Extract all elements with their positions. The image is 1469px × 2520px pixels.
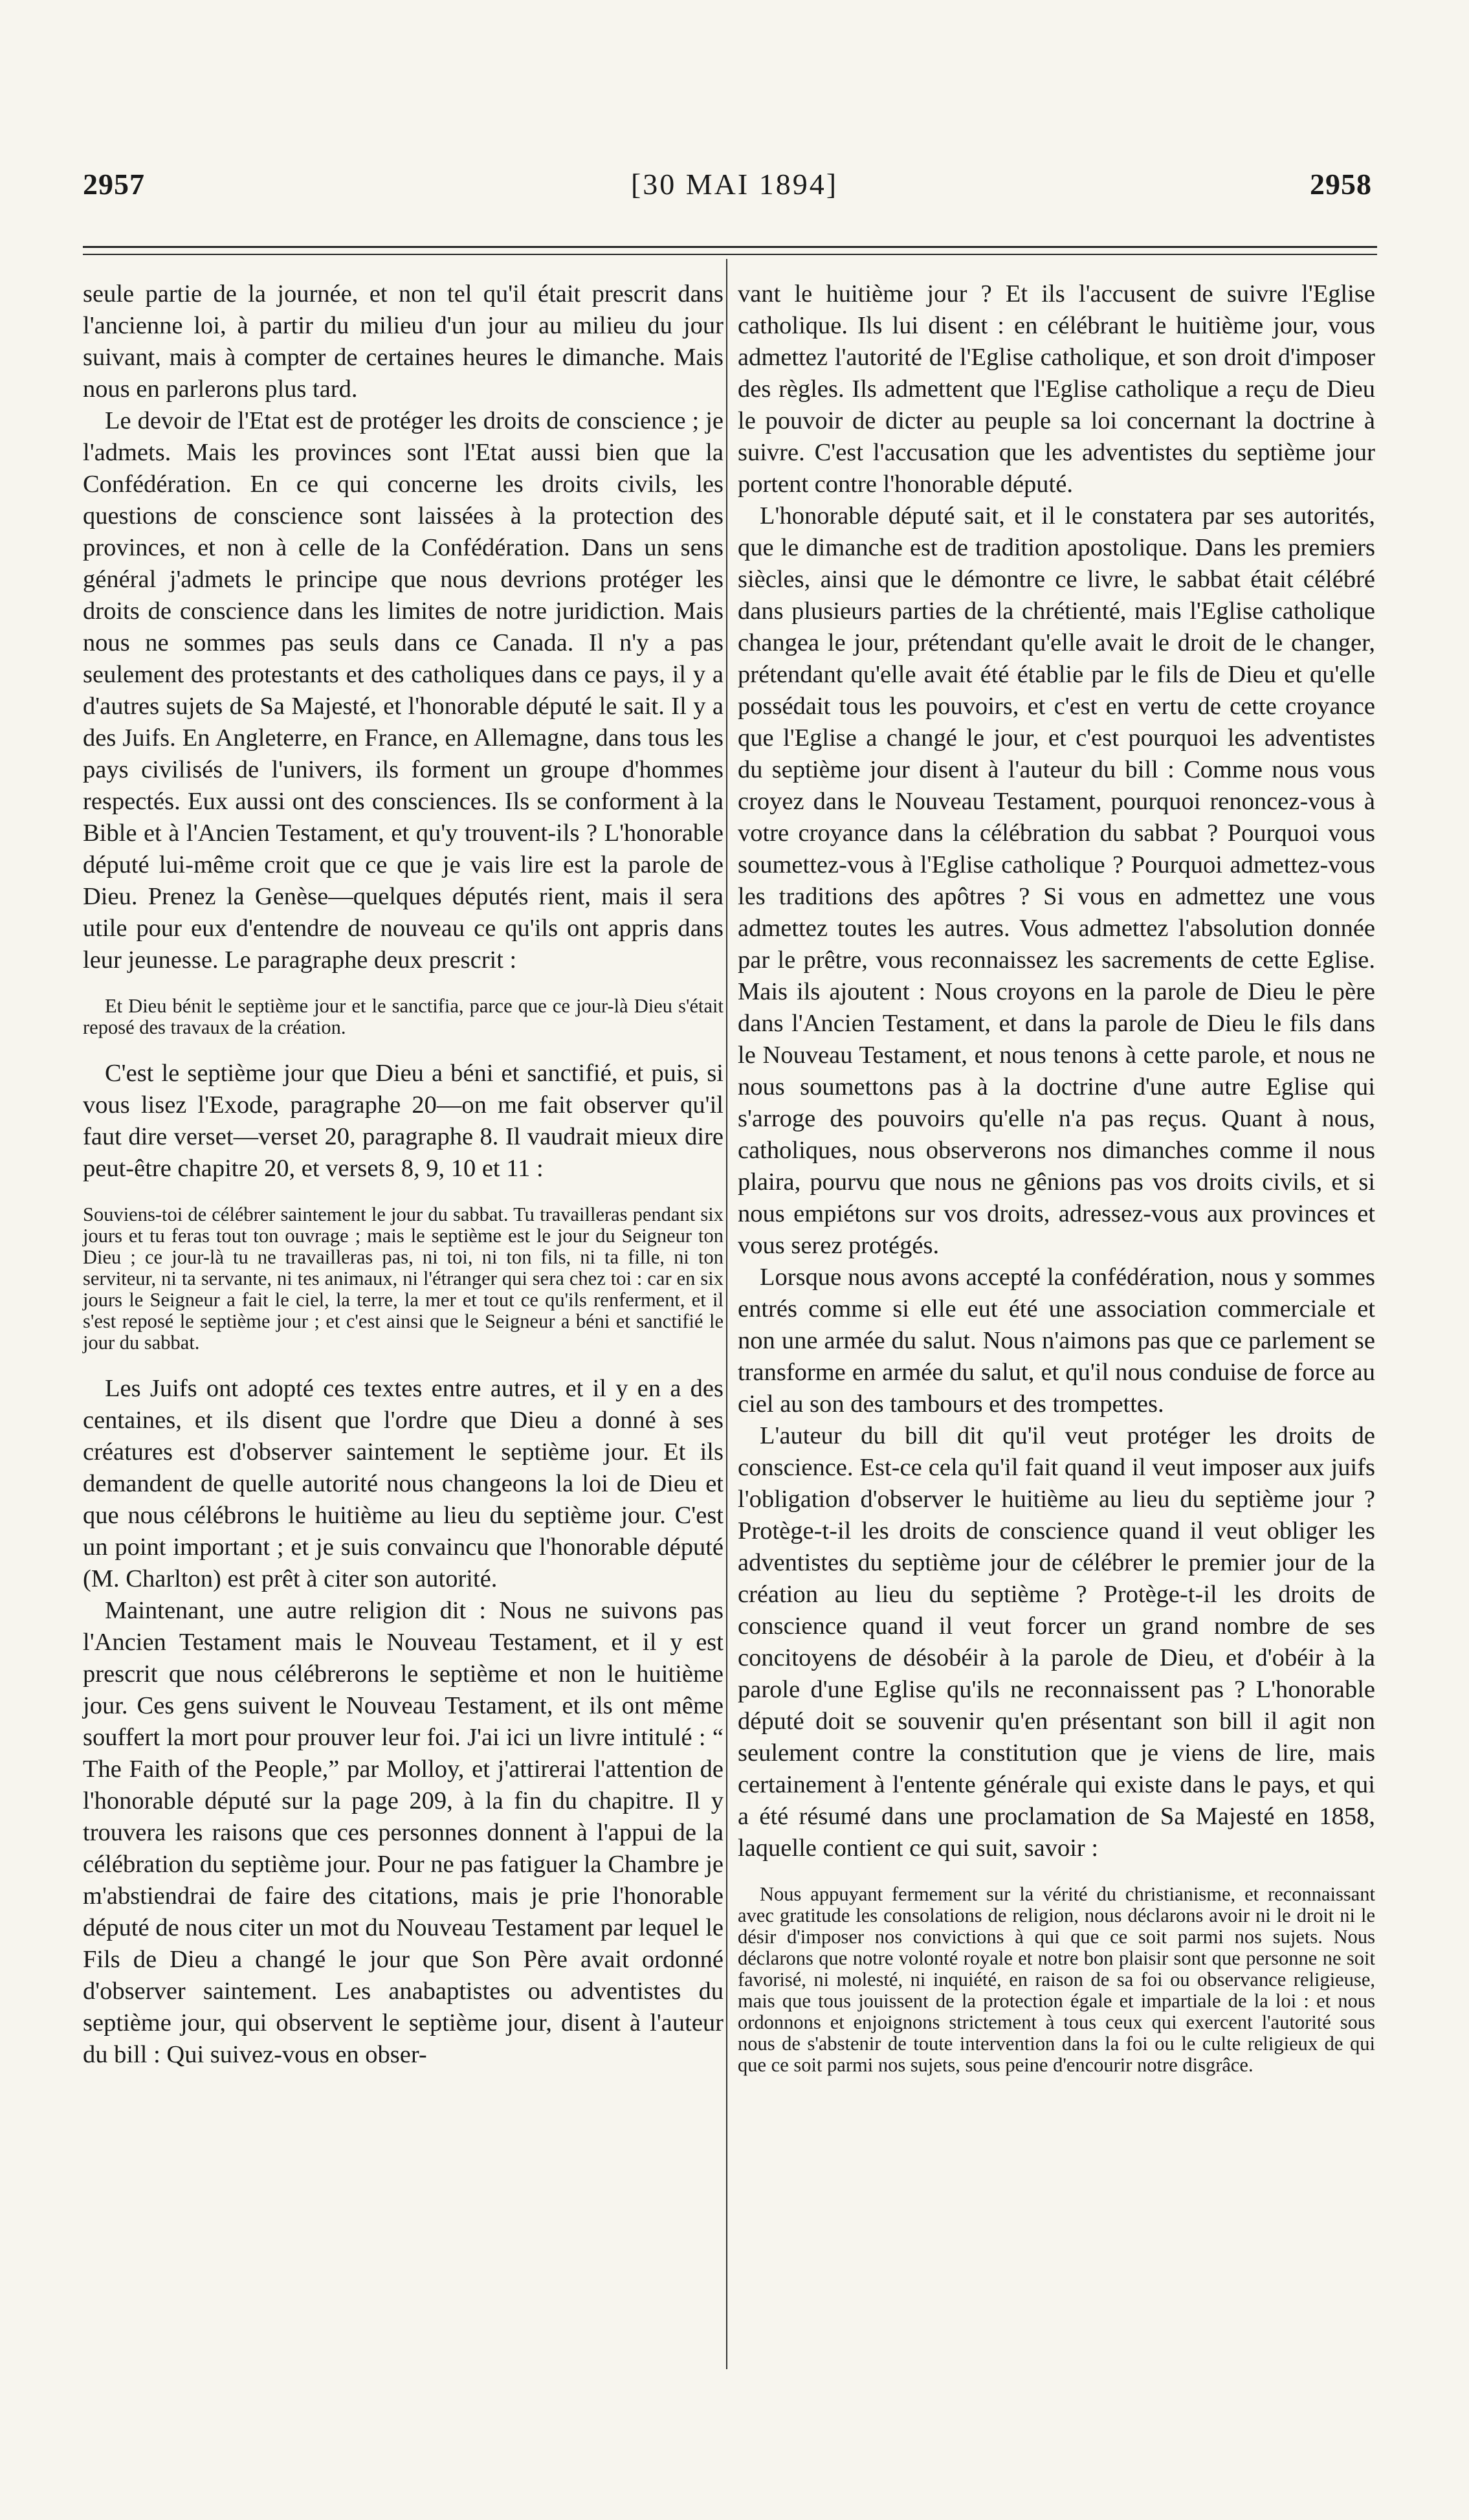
block-quote: Nous appuyant fermement sur la vérité du christianisme, et reconnaissant avec gratitude les consolations de religion, nous déclarons avoir ni le droit ni le désir d'imposer nos convictions à qui que ce soit parmi nos sujets. Nous déclarons que notre volonté royale et notre bon plaisir sont que personne ne soit favorisé, ni molesté, ni inquiété, en raison de sa foi ou observance religieuse, mais que tous jouissent de la protection égale et impartiale de la loi : et nous ordonnons et enjoignons strictement à tous ceux qui exercent l'autorité sous nous de s'abstenir de toute intervention dans la foi ou le culte religieux de qui que ce soit parmi nos sujets, sous peine d'encourir notre disgrâce. (738, 1883, 1375, 2076)
right-column (738, 278, 1375, 2095)
block-quote: Souviens-toi de célébrer saintement le jour du sabbat. Tu travailleras pendant six jours et tu feras tout ton ouvrage ; mais le septième est le jour du Seigneur ton Dieu ; ce jour-là tu ne travailleras pas, ni toi, ni ton fils, ni ta fille, ni ton serviteur, ni ta servante, ni tes animaux, ni l'étranger qui sera chez toi : car en six jours le Seigneur a fait le ciel, la terre, la mer et tout ce qu'ils renferment, et il s'est reposé le septième jour ; et c'est ainsi que le Seigneur a béni et sanctifié le jour du sabbat. (83, 1203, 723, 1354)
block-quote: Et Dieu bénit le septième jour et le sanctifia, parce que ce jour-là Dieu s'était reposé des travaux de la création. (83, 995, 723, 1038)
right-page-number: 2958 (1310, 168, 1372, 201)
paragraph: Lorsque nous avons accepté la confédération, nous y sommes entrés comme si elle eut été une association commerciale et non une armée du salut. Nous n'aimons pas que ce parlement se transforme en armée du salut, et qu'il nous conduise de force au ciel au son des tambours et des trompettes. (738, 1264, 1375, 1418)
paragraph: Maintenant, une autre religion dit : Nous ne suivons pas l'Ancien Testament mais le Nouveau Testament, et il y est prescrit que nous célébrerons le septième et non le huitième jour. Ces gens suivent le Nouveau Testament, et ils ont même souffert la mort pour prouver leur foi. J'ai ici un livre intitulé : “ The Faith of the People,” par Molloy, et j'attirerai l'attention de l'honorable député sur la page 209, à la fin du chapitre. Il y trouvera les raisons que ces personnes donnent à l'appui de la célébration du septième jour. Pour ne pas fatiguer la Chambre je m'abstiendrai de faire des citations, mais je prie l'honorable député de nous citer un mot du Nouveau Testament par lequel le Fils de Dieu a changé le jour que Son Père avait ordonné d'observer saintement. Les anabaptistes ou adventistes du septième jour, qui observent le septième jour, disent à l'auteur du bill : Qui suivez-vous en obser- (83, 1597, 723, 2068)
paragraph: L'auteur du bill dit qu'il veut protéger les droits de conscience. Est-ce cela qu'il fait quand il veut imposer aux juifs l'obligation d'observer le huitième au lieu du septième jour ? Protège-t-il les droits de conscience quand il veut obliger les adventistes du septième jour de célébrer le premier jour de la création au lieu du septième ? Protège-t-il les droits de conscience quand il veut forcer un grand nombre de ses concitoyens de désobéir à la parole de Dieu, et d'obéir à la parole d'une Eglise qu'ils ne reconnaissent pas ? L'honorable député doit se souvenir qu'en présentant son bill il agit non seulement contre la constitution que je viens de lire, mais certainement à l'entente générale qui existe dans le pays, et qui a été résumé dans une proclamation de Sa Majesté en 1858, laquelle contient ce qui suit, savoir : (738, 1422, 1375, 1862)
paragraph: seule partie de la journée, et non tel qu'il était prescrit dans l'ancienne loi, à partir du milieu d'un jour au milieu du jour suivant, mais à compter de certaines heures le dimanche. Mais nous en parlerons plus tard. (83, 280, 723, 403)
column-divider (726, 259, 727, 2369)
paragraph: C'est le septième jour que Dieu a béni et sanctifié, et puis, si vous lisez l'Exode, paragraphe 20—on me fait observer qu'il faut dire verset—verset 20, paragraphe 8. Il vaudrait mieux dire peut-être chapitre 20, et versets 8, 9, 10 et 11 : (83, 1060, 723, 1182)
paragraph: Le devoir de l'Etat est de protéger les droits de conscience ; je l'admets. Mais les provinces sont l'Etat aussi bien que la Confédération. En ce qui concerne les droits civils, les questions de conscience sont laissées à la protection des provinces, et non à celle de la Confédération. Dans un sens général j'admets le principe que nous devrions protéger les droits de conscience dans les limites de notre juridiction. Mais nous ne sommes pas seuls dans ce Canada. Il n'y a pas seulement des protestants et des catholiques dans ce pays, il y a d'autres sujets de Sa Majesté, et l'honorable député le sait. Il y a des Juifs. En Angleterre, en France, en Allemagne, dans tous les pays civilisés de l'univers, ils forment un groupe d'hommes respectés. Eux aussi ont des consciences. Ils se conforment à la Bible et à l'Ancien Testament, et qu'y trouvent-ils ? L'honorable député lui-même croit que ce que je vais lire est la parole de Dieu. Prenez la Genèse—quelques députés rient, mais il sera utile pour eux d'entendre de nouveau ce qu'ils ont appris dans leur jeunesse. Le paragraphe deux prescrit : (83, 407, 723, 974)
paragraph: L'honorable député sait, et il le constatera par ses autorités, que le dimanche est de tradition apostolique. Dans les premiers siècles, ainsi que le démontre ce livre, le sabbat était célébré dans plusieurs parties de la chrétienté, mais l'Eglise catholique changea le jour, prétendant qu'elle avait le droit de le changer, prétendant qu'elle avait été établie par le fils de Dieu et qu'elle possédait tous les pouvoirs, et c'est en vertu de cette croyance que l'Eglise a changé le jour, et c'est pourquoi les adventistes du septième jour disent à l'auteur du bill : Comme nous vous croyez dans le Nouveau Testament, pourquoi renoncez-vous à votre croyance dans la célébration du sabbat ? Pourquoi vous soumettez-vous à l'Eglise catholique ? Pourquoi admettez-vous les traditions des apôtres ? Si vous en admettez une vous admettez toutes les autres. Vous admettez l'absolution donnée par le prêtre, vous reconnaissez les sacrements de cette Eglise. Mais ils ajoutent : Nous croyons en la parole de Dieu le père dans l'Ancien Testament, et dans la parole de Dieu le fils dans le Nouveau Testament, et nous tenons à cette parole, et nous ne nous soumettons pas à la doctrine d'une autre Eglise qui s'arroge des pouvoirs qu'elle n'a pas reçus. Quant à nous, catholiques, nous observerons nos dimanches comme il nous plaira, pourvu que nous ne gênions pas vos droits civils, et si nous empiétons sur vos droits, adressez-vous aux provinces et vous serez protégés. (738, 502, 1375, 1259)
left-column (83, 278, 723, 2071)
left-page-number: 2957 (83, 168, 145, 201)
paragraph: vant le huitième jour ? Et ils l'accusent de suivre l'Eglise catholique. Ils lui disent : en célébrant le huitième jour, vous admettez l'autorité de l'Eglise catholique, et son droit d'imposer des règles. Ils admettent que l'Eglise catholique a reçu de Dieu le pouvoir de dicter au peuple sa loi concernant la doctrine à suivre. C'est l'accusation que les adventistes du septième jour portent contre l'honorable député. (738, 280, 1375, 498)
header-rule (83, 246, 1377, 248)
header-rule-thin (83, 254, 1377, 255)
paragraph: Les Juifs ont adopté ces textes entre autres, et il y en a des centaines, et ils disent que l'ordre que Dieu a donné à ses créatures est d'observer saintement le septième jour. Et ils demandent de quelle autorité nous changeons la loi de Dieu et que nous célébrons le huitième au lieu du septième jour. C'est un point important ; et je suis convaincu que l'honorable député (M. Charlton) est prêt à citer son autorité. (83, 1375, 723, 1592)
page-date: [30 MAI 1894] (630, 168, 839, 201)
